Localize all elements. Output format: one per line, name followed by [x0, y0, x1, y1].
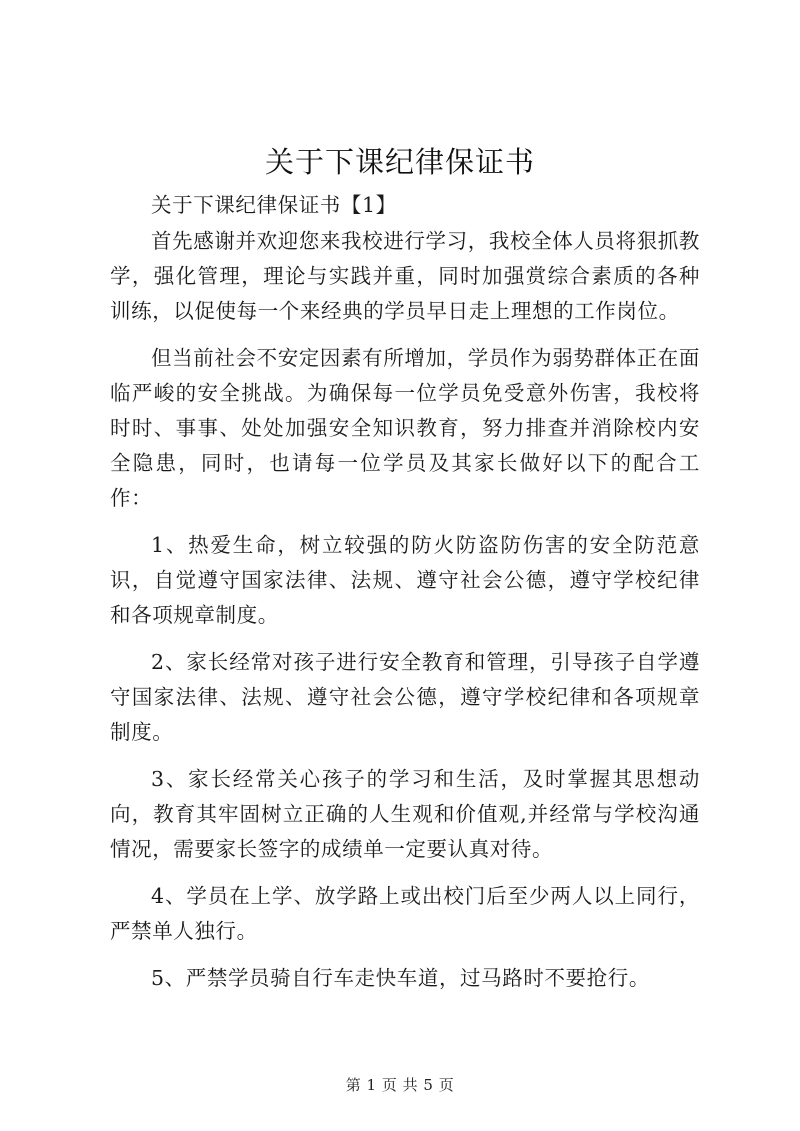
document-title: 关于下课纪律保证书	[264, 145, 535, 179]
paragraph-safety-context: 但当前社会不安定因素有所增加，学员作为弱势群体正在面临严峻的安全挑战。为确保每一位学员免受意外伤害，我校将时时、事事、处处加强安全知识教育，努力排查并消除校内安全隐患，同时，也请每一位学员及其家长做好以下的配合工作：	[110, 346, 700, 510]
paragraph-item-3: 3、家长经常关心孩子的学习和生活，及时掌握其思想动向，教育其牢固树立正确的人生观和价值观,并经常与学校沟通情况，需要家长签字的成绩单一定要认真对待。	[110, 767, 700, 861]
paragraph-item-2: 2、家长经常对孩子进行安全教育和管理，引导孩子自学遵守国家法律、法规、遵守社会公德，遵守学校纪律和各项规章制度。	[110, 650, 700, 744]
document-body	[110, 188, 700, 996]
paragraph-item-5: 5、严禁学员骑自行车走快车道，过马路时不要抢行。	[151, 966, 650, 990]
paragraph-item-1: 1、热爱生命，树立较强的防火防盗防伤害的安全防范意识，自觉遵守国家法律、法规、遵守社会公德，遵守学校纪律和各项规章制度。	[110, 533, 700, 627]
paragraph-item-4: 4、学员在上学、放学路上或出校门后至少两人以上同行，严禁单人独行。	[110, 884, 700, 943]
paragraph-intro: 首先感谢并欢迎您来我校进行学习，我校全体人员将狠抓教学，强化管理，理论与实践并重，同时加强赏综合素质的各种训练，以促使每一个来经典的学员早日走上理想的工作岗位。	[110, 229, 700, 323]
document-subtitle: 关于下课纪律保证书【1】	[151, 193, 397, 217]
page-number: 第 1 页 共 5 页	[345, 1076, 455, 1094]
